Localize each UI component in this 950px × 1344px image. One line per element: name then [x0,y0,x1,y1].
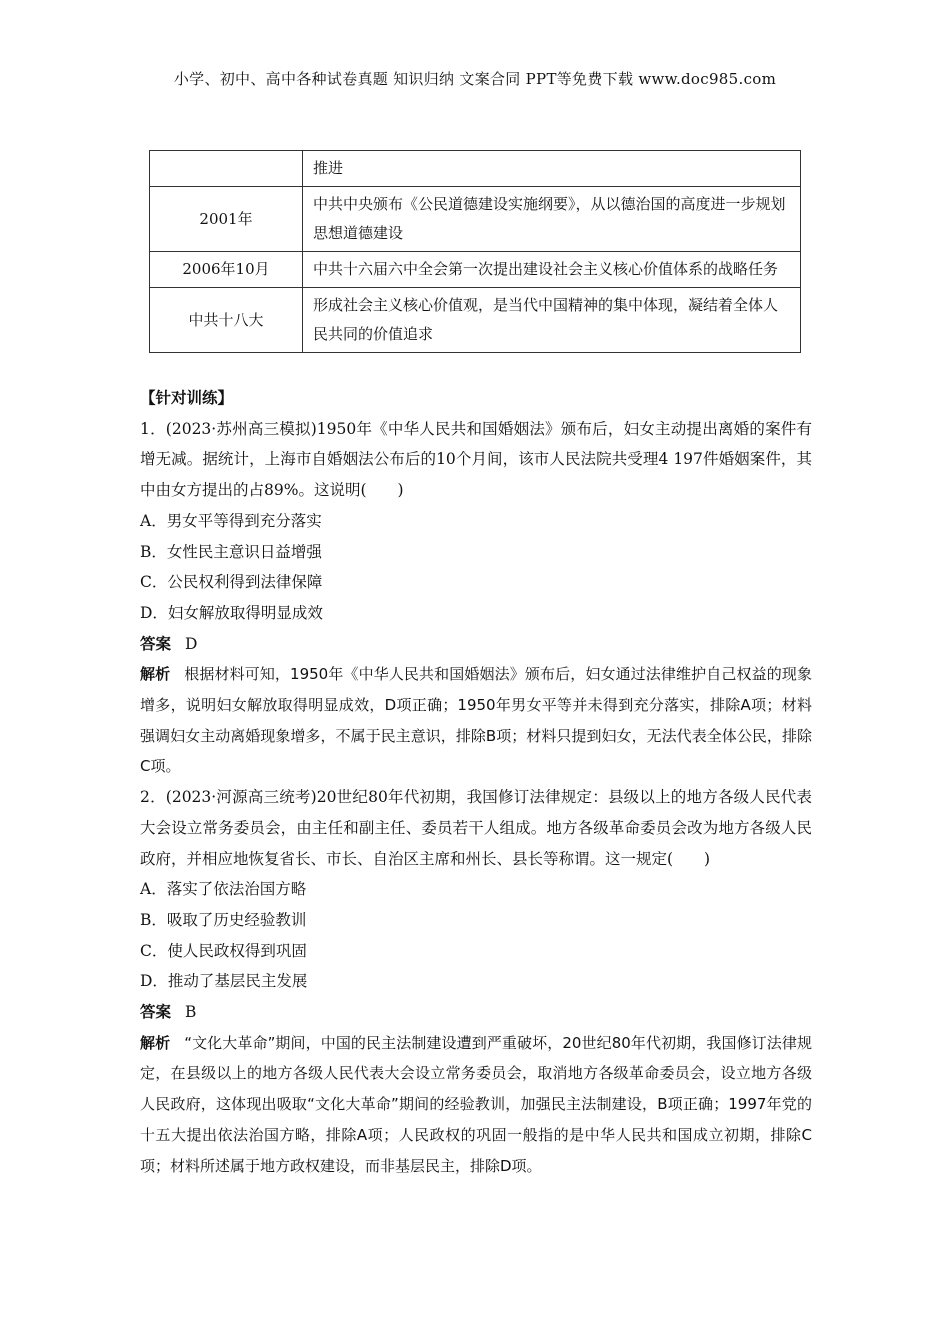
table-row [150,151,801,187]
analysis-label: 解析 [140,665,171,684]
question-1-option-b: B．女性民主意识日益增强 [140,542,322,561]
question-1-analysis [140,659,812,782]
main-content [140,383,812,1181]
question-2-option-b: B．吸取了历史经验教训 [140,910,307,929]
question-2-answer [140,997,812,1028]
question-2-stem: 2．(2023·河源高三统考)20世纪80年代初期，我国修订法律规定：县级以上的地方各级人民代表大会设立常务委员会，由主任和副主任、委员若干人组成。地方各级革命委员会改为地方各级人民政府，并相应地恢复省长、市长、自治区主席和州长、县长等称谓。这一规定( ) [140,788,812,868]
answer-value: D [185,634,198,653]
question-2-option-d: D．推动了基层民主发展 [140,972,308,991]
question-2-analysis [140,1028,812,1182]
event-cell: 中共中央颁布《公民道德建设实施纲要》，从以德治国的高度进一步规划思想道德建设 [303,187,801,252]
answer-value: B [185,1003,197,1022]
question-1-option-a: A．男女平等得到充分落实 [140,511,322,530]
answer-label: 答案 [140,1002,172,1022]
page-header: 小学、初中、高中各种试卷真题 知识归纳 文案合同 PPT等免费下载 www.doc985.com [173,70,777,88]
answer-label: 答案 [140,633,172,653]
year-cell: 中共十八大 [150,288,303,353]
timeline-table [149,150,801,353]
analysis-label: 解析 [140,1033,171,1052]
event-cell: 形成社会主义核心价值观，是当代中国精神的集中体现，凝结着全体人民共同的价值追求 [303,288,801,353]
question-2-option-c: C．使人民政权得到巩固 [140,941,307,960]
analysis-text: “文化大革命”期间，中国的民主法制建设遭到严重破坏，20世纪80年代初期，我国修订法律规定，在县级以上的地方各级人民代表大会设立常务委员会，取消地方各级革命委员会，设立地方各级人民政府，这体现出吸取“文化大革命”期间的经验教训，加强民主法制建设，B项正确；1997年党的十五大提出依法治国方略，排除A项；人民政权的巩固一般指的是中华人民共和国成立初期，排除C项；材料所述属于地方政权建设，而非基层民主，排除D项。 [140,1033,812,1175]
event-cell: 推进 [303,151,801,187]
table-row [150,288,801,353]
event-cell: 中共十六届六中全会第一次提出建设社会主义核心价值体系的战略任务 [303,252,801,288]
question-1-answer [140,629,812,660]
question-1-option-d: D．妇女解放取得明显成效 [140,603,323,622]
year-cell [150,151,303,187]
question-2-option-a: A．落实了依法治国方略 [140,880,307,899]
section-title: 【针对训练】 [140,388,234,407]
year-cell: 2001年 [150,187,303,252]
question-1-stem: 1．(2023·苏州高三模拟)1950年《中华人民共和国婚姻法》颁布后，妇女主动提出离婚的案件有增无减。据统计，上海市自婚姻法公布后的10个月间，该市人民法院共受理4 197件婚姻案件，其中由女方提出的占89%。这说明( ) [140,419,812,500]
table-row [150,252,801,288]
analysis-text: 根据材料可知，1950年《中华人民共和国婚姻法》颁布后，妇女通过法律维护自己权益的现象增多，说明妇女解放取得明显成效，D项正确；1950年男女平等并未得到充分落实，排除A项；材料强调妇女主动离婚现象增多，不属于民主意识，排除B项；材料只提到妇女，无法代表全体公民，排除C项。 [140,665,812,776]
table-row [150,187,801,252]
question-1-option-c: C．公民权利得到法律保障 [140,573,323,592]
year-cell: 2006年10月 [150,252,303,288]
